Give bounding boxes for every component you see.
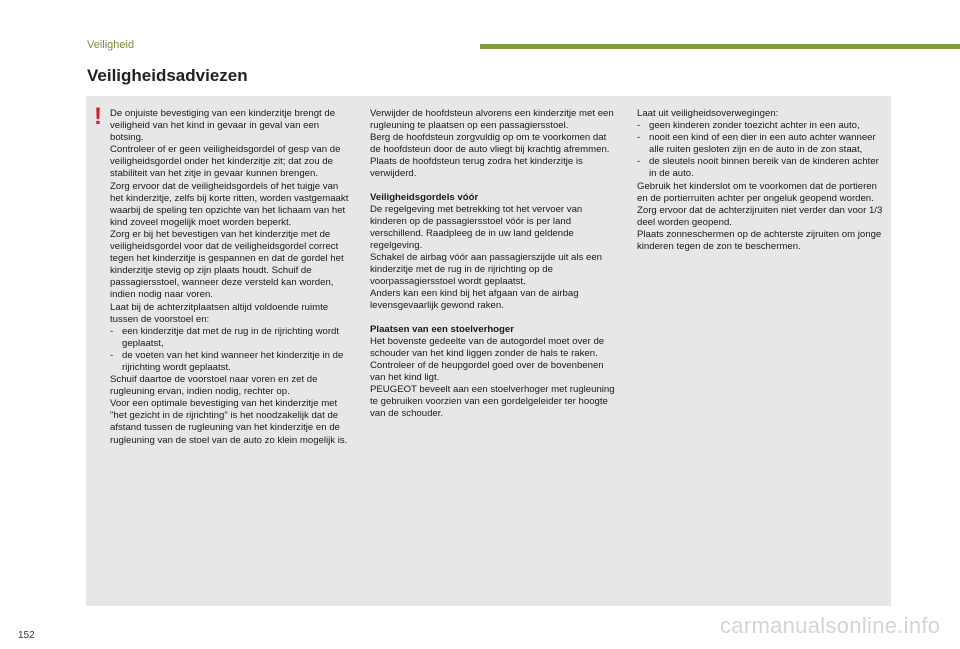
page-number: 152 xyxy=(18,630,35,641)
column-2 xyxy=(370,108,618,420)
list-dash: - xyxy=(110,349,114,361)
list-item-text: de voeten van het kind wanneer het kinderzitje in de rijrichting wordt geplaatst. xyxy=(122,349,344,373)
paragraph: Verwijder de hoofdsteun alvorens een kinderzitje met een rugleuning te plaatsen op een passagiersstoel. xyxy=(370,108,614,132)
section-divider xyxy=(480,44,960,49)
list-item-text: nooit een kind of een dier in een auto achter wanneer alle ruiten gesloten zijn en de auto in de zon staat, xyxy=(649,132,876,156)
list-item xyxy=(110,326,353,350)
list-item-text: de sleutels nooit binnen bereik van de kinderen achter in de auto. xyxy=(649,156,879,180)
paragraph: De onjuiste bevestiging van een kinderzitje brengt de veiligheid van het kind in gevaar in geval van een botsing. xyxy=(110,108,336,144)
paragraph: Gebruik het kinderslot om te voorkomen dat de portieren en de portierruiten achter per ongeluk geopend worden. xyxy=(637,180,877,204)
paragraph: Anders kan een kind bij het afgaan van de airbag levensgevaarlijk gewond raken. xyxy=(370,288,579,312)
paragraph: Schuif daartoe de voorstoel naar voren en zet de rugleuning ervan, indien nodig, rechter op. xyxy=(110,374,318,398)
subheading-booster-seat: Plaatsen van een stoelverhoger xyxy=(370,323,514,335)
column-3 xyxy=(637,108,885,253)
list-item-text: geen kinderen zonder toezicht achter in een auto, xyxy=(649,120,860,132)
paragraph: Berg de hoofdsteun zorgvuldig op om te voorkomen dat de hoofdsteun door de auto vliegt bij krachtig afremmen. Plaats de hoofdsteun terug zodra het kinderzitje is verwijderd. xyxy=(370,132,610,180)
paragraph: Laat uit veiligheidsoverwegingen: xyxy=(637,108,779,119)
list-dash: - xyxy=(637,156,641,168)
paragraph: Controleer of er geen veiligheidsgordel of gesp van de veiligheidsgordel onder het kinderzitje zit; dat zou de stabiliteit van het zitje in gevaar kunnen brengen. xyxy=(110,144,341,180)
list-item xyxy=(110,350,353,374)
paragraph: Plaats zonneschermen op de achterste zijruiten om jonge kinderen tegen de zon te beschermen. xyxy=(637,228,882,253)
list-item xyxy=(637,120,885,132)
subheading-front-seatbelts: Veiligheidsgordels vóór xyxy=(370,191,479,203)
paragraph: Schakel de airbag vóór aan passagierszijde uit als een kinderzitje met de rug in de rijrichting op de voorpassagiersstoel wordt geplaatst. xyxy=(370,252,602,288)
warning-icon: ! xyxy=(94,103,102,130)
list-item xyxy=(637,132,885,156)
list-dash: - xyxy=(110,325,114,337)
paragraph: Voor een optimale bevestiging van het kinderzitje met "het gezicht in de rijrichting" is het noodzakelijk dat de afstand tussen de rugleuning van het kinderzitje en de rugleuning van de stoel van de auto zo klein mogelijk is. xyxy=(110,398,348,446)
paragraph: Zorg ervoor dat de achterzijruiten niet verder dan voor 1/3 deel worden geopend. xyxy=(637,204,883,228)
column-1 xyxy=(110,108,353,447)
paragraph: De regelgeving met betrekking tot het vervoer van kinderen op de passagiersstoel vóór is per land verschillend. Raadpleeg de in uw land geldende regelgeving. xyxy=(370,203,583,251)
paragraph: Zorg ervoor dat de veiligheidsgordels of het tuigje van het kinderzitje, zelfs bij korte ritten, worden vastgemaakt waarbij de speling ten opzichte van het lichaam van het kind zoveel mogelijk moet worden beperkt. xyxy=(110,180,349,228)
list-dash: - xyxy=(637,132,641,144)
section-label: Veiligheid xyxy=(87,39,135,51)
paragraph: Controleer of de heupgordel goed over de bovenbenen van het kind ligt. xyxy=(370,359,604,383)
list-item xyxy=(637,156,885,180)
paragraph: Laat bij de achterzitplaatsen altijd voldoende ruimte tussen de voorstoel en: xyxy=(110,301,329,325)
page-title: Veiligheidsadviezen xyxy=(87,66,248,85)
list-dash: - xyxy=(637,120,641,132)
watermark: carmanualsonline.info xyxy=(720,613,941,638)
paragraph: Zorg er bij het bevestigen van het kinderzitje met de veiligheidsgordel voor dat de veiligheidsgordel correct tegen het kinderzitje is gespannen en dat de gordel het kinderzitje stevig op zijn plaats houdt. Schuif de passagiersstoel, wanneer deze versteld kan worden, indien nodig naar voren. xyxy=(110,228,344,301)
paragraph: Het bovenste gedeelte van de autogordel moet over de schouder van het kind liggen zonder de hals te raken. xyxy=(370,335,605,359)
paragraph: PEUGEOT beveelt aan een stoelverhoger met rugleuning te gebruiken voorzien van een gordelgeleider ter hoogte van de schouder. xyxy=(370,383,615,420)
list-item-text: een kinderzitje dat met de rug in de rijrichting wordt geplaatst, xyxy=(122,325,340,349)
